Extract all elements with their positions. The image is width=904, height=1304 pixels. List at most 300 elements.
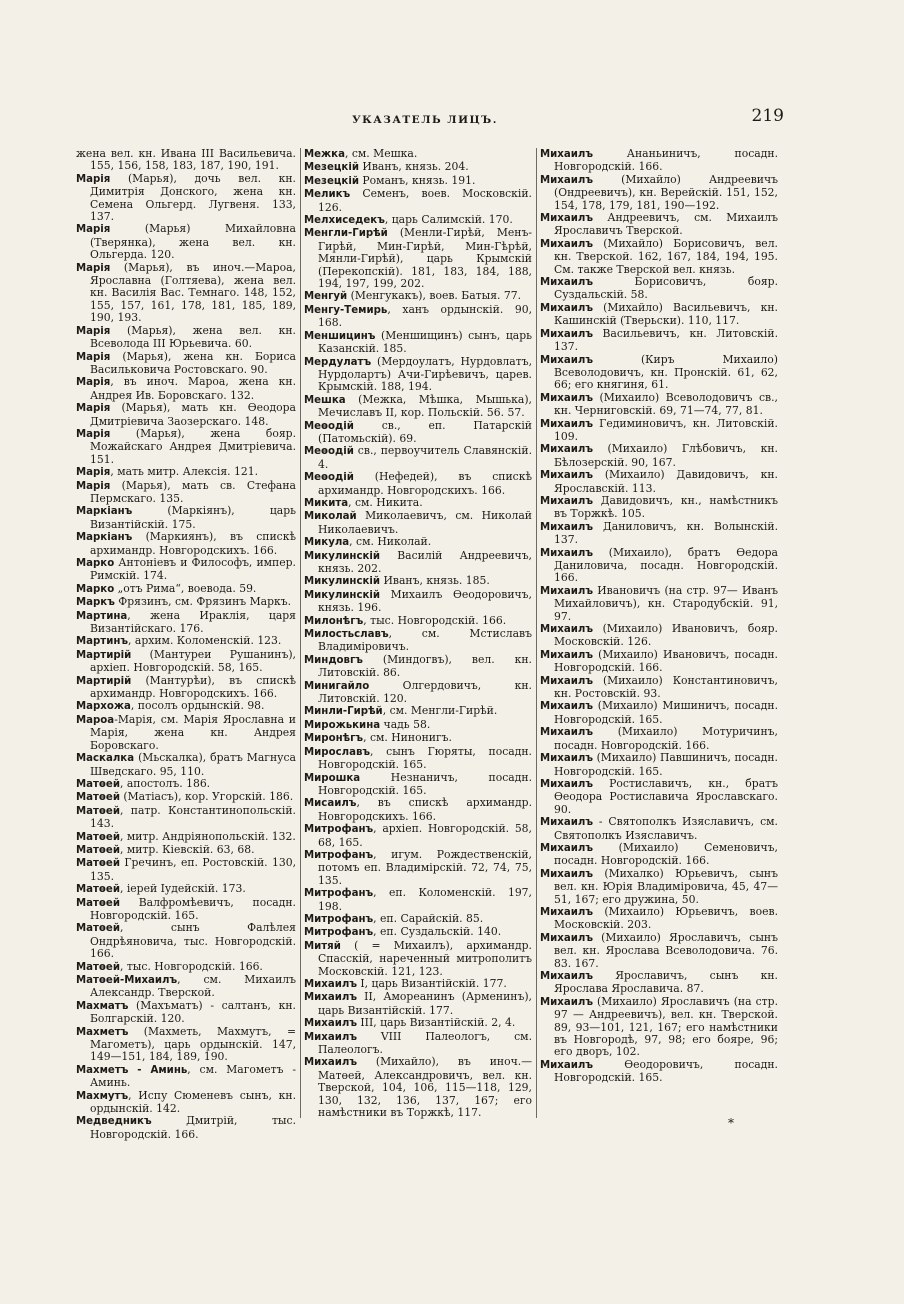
index-entry bbox=[76, 675, 296, 701]
entry-headword: Михаилъ bbox=[540, 495, 593, 507]
entry-headword: Матөей bbox=[76, 858, 120, 870]
entry-text: (Михаило) Ивановичъ, посадн. Новгородскій. 166. bbox=[554, 647, 778, 675]
entry-headword: Михаилъ bbox=[540, 585, 593, 597]
index-entry bbox=[304, 550, 532, 576]
index-entry bbox=[304, 330, 532, 356]
entry-text: Валфромѣевичъ, посадн. Новгородскій. 165. bbox=[90, 895, 296, 922]
entry-headword: Михаилъ bbox=[540, 328, 593, 340]
entry-headword: Митрофанъ bbox=[304, 849, 374, 861]
entry-text: , ханъ ордынскій. 90, 168. bbox=[318, 302, 532, 330]
entry-headword: Матөей bbox=[76, 805, 120, 817]
entry-text: , см. Менгли-Гирѣй. bbox=[382, 704, 498, 718]
index-entry bbox=[304, 356, 532, 394]
entry-headword: Мартинъ bbox=[76, 636, 129, 648]
entry-text: (Межка, Мѣшка, Мышька), Мечиславъ II, кор. Польскій. 56. 57. bbox=[318, 392, 532, 420]
entry-headword: Меөодій bbox=[304, 446, 354, 458]
entry-headword: Микула bbox=[304, 537, 350, 549]
entry-headword: Менгу-Темирь bbox=[304, 304, 388, 316]
entry-text: , жена Ираклія, царя Византійскаго. 176. bbox=[90, 608, 296, 636]
index-entry bbox=[76, 831, 296, 844]
entry-headword: Михаилъ bbox=[540, 547, 593, 559]
entry-headword: Маркіанъ bbox=[76, 532, 133, 544]
entry-headword: Микулинскій bbox=[304, 550, 381, 562]
index-entry bbox=[540, 932, 778, 970]
index-entry bbox=[304, 654, 532, 680]
index-entry bbox=[76, 857, 296, 883]
entry-text: (Мантуреи Рушанинъ), архіеп. Новгородскій. 58, 165. bbox=[90, 647, 296, 675]
entry-text: (Махъматъ) - салтанъ, кн. Болгарскій. 120. bbox=[90, 998, 296, 1026]
entry-text: (Михаило), братъ Өедора Даниловича, посадн. Новгородскій. 166. bbox=[554, 545, 778, 585]
entry-headword: Марія bbox=[76, 467, 111, 479]
entry-text: , архіеп. Новгородскій. 58, 68, 165. bbox=[318, 822, 532, 849]
entry-text: I, царь Византійскій. 177. bbox=[356, 977, 507, 990]
entry-text: , см. Нинонигъ. bbox=[363, 731, 452, 745]
entry-text: (Матіасъ), кор. Угорскій. 186. bbox=[119, 790, 294, 804]
index-entry bbox=[76, 428, 296, 466]
index-entry bbox=[76, 714, 296, 752]
entry-text: -Марія, см. Марія Ярославна и Марія, жена кн. Андрея Боровскаго. bbox=[90, 712, 296, 752]
entry-headword: Михаилъ bbox=[540, 392, 593, 404]
entry-text: (Михаило) Павшиничъ, посадн. Новгородскій. 165. bbox=[554, 751, 778, 778]
index-entry bbox=[304, 849, 532, 887]
running-title: УКАЗАТЕЛЬ ЛИЦЪ. bbox=[352, 114, 498, 126]
index-entry bbox=[304, 575, 532, 588]
entry-text: , митр. Кіевскій. 63, 68. bbox=[119, 842, 255, 856]
index-entry bbox=[76, 148, 296, 173]
entry-text: Романъ, князь. 191. bbox=[358, 173, 476, 187]
entry-headword: Менгли-Гирѣй bbox=[304, 228, 388, 240]
index-entry bbox=[304, 615, 532, 628]
entry-headword: Мердулатъ bbox=[304, 356, 372, 368]
entry-headword: Милостьславъ bbox=[304, 629, 389, 641]
entry-headword: Маскалка bbox=[76, 753, 135, 765]
entry-headword: Махметъ - Аминь bbox=[76, 1064, 188, 1076]
index-entry bbox=[540, 906, 778, 932]
entry-headword: Михаилъ bbox=[540, 470, 593, 482]
entry-headword: Михаилъ bbox=[540, 238, 593, 250]
entry-text: (Марья), жена вел. кн. Всеволода III Юрьевича. 60. bbox=[90, 323, 296, 351]
entry-headword: Мелхиседекъ bbox=[304, 215, 385, 227]
index-entry bbox=[540, 302, 778, 328]
entry-headword: Михаилъ bbox=[540, 213, 593, 225]
entry-text: , см. Мстиславъ Владиміровичъ. bbox=[318, 627, 532, 654]
entry-headword: Матөей bbox=[76, 844, 120, 856]
entry-headword: Митрофанъ bbox=[304, 913, 374, 925]
entry-text: (Менгукакъ), воев. Батыя. 77. bbox=[347, 289, 522, 303]
index-entry bbox=[540, 623, 778, 649]
index-entry bbox=[76, 402, 296, 428]
entry-headword: Матөей bbox=[76, 792, 120, 804]
index-entry bbox=[76, 700, 296, 713]
entry-text: ( = Михаилъ), архимандр. Спасскій, нареченный митрополитъ Московскій. 121, 123. bbox=[318, 938, 532, 978]
entry-text: (Махметь, Махмутъ, = Магометъ), царь ордынскій. 147, 149—151, 184, 189, 190. bbox=[90, 1024, 296, 1064]
index-entry bbox=[304, 926, 532, 939]
index-entry bbox=[540, 816, 778, 842]
entry-text: , сынъ Фалѣлея Ондрѣяновича, тыс. Новгородскій. 166. bbox=[90, 921, 296, 961]
entry-headword: Минли-Гирѣй bbox=[304, 706, 383, 718]
entry-text: , посолъ ордынскій. 98. bbox=[130, 699, 265, 713]
entry-text: , см. Мешка. bbox=[344, 148, 418, 160]
entry-text: Михаилъ Өеодоровичъ, князь. 196. bbox=[318, 587, 532, 615]
entry-headword: Мезецкій bbox=[304, 175, 359, 187]
page-number: 219 bbox=[751, 106, 784, 126]
entry-text: (Михаило) Ярославичъ (на стр. 97 — Андреевичъ), вел. кн. Тверской. 89, 93—101, 121, 167; его намѣстники въ Новгородѣ, 97, 98; его бояре, 96; его дворъ, 102. bbox=[554, 994, 778, 1059]
entry-headword: Михаилъ bbox=[304, 992, 357, 1004]
entry-headword: Марія bbox=[76, 403, 111, 415]
index-entry bbox=[76, 596, 296, 609]
index-entry bbox=[304, 913, 532, 926]
entry-text: , Испу Сюменевъ сынъ, кн. ордынскій. 142. bbox=[90, 1088, 296, 1116]
index-entry bbox=[304, 589, 532, 615]
entry-headword: Матөей bbox=[76, 961, 120, 973]
entry-text: , апостолъ. 186. bbox=[119, 776, 211, 790]
entry-text: (Миндогвъ), вел. кн. Литовскій. 86. bbox=[318, 652, 532, 680]
index-entry bbox=[76, 897, 296, 923]
index-entry bbox=[76, 922, 296, 960]
index-entry bbox=[540, 778, 778, 816]
entry-headword: Михаилъ bbox=[540, 932, 593, 944]
entry-headword: Михаилъ bbox=[540, 753, 593, 765]
entry-text: (Михаило) Ивановичъ, бояр. Московскій. 126. bbox=[554, 622, 778, 649]
entry-text: Антоніевъ и Философъ, импер. Римскій. 174. bbox=[90, 556, 296, 583]
entry-text: (Марья), жена кн. Бориса Васильковича Ростовскаго. 90. bbox=[90, 349, 296, 376]
index-entry bbox=[540, 842, 778, 868]
index-entry bbox=[540, 521, 778, 547]
entry-headword: Михаилъ bbox=[304, 1057, 357, 1069]
entry-text: Ивановичъ (на стр. 97— Иванъ Михайловичъ), кн. Стародубскій. 91, 97. bbox=[554, 583, 778, 623]
entry-headword: Михаилъ bbox=[540, 778, 593, 790]
index-entry bbox=[304, 732, 532, 745]
index-entry bbox=[76, 1115, 296, 1141]
entry-headword: Микулинскій bbox=[304, 589, 381, 601]
entry-text: , сынъ Гюряты, посадн. Новгородскій. 165. bbox=[318, 744, 532, 772]
entry-text: Өеодоровичъ, посадн. Новгородскій. 165. bbox=[554, 1057, 778, 1085]
index-entry bbox=[540, 418, 778, 444]
index-entry bbox=[540, 328, 778, 354]
index-entry bbox=[540, 752, 778, 778]
entry-text: Гедиминовичъ, кн. Литовскій. 109. bbox=[554, 416, 778, 443]
entry-text: (Михаило) Мишиничъ, посадн. Новгородскій. 165. bbox=[554, 699, 778, 726]
entry-headword: Марко bbox=[76, 558, 115, 569]
index-entry bbox=[76, 1026, 296, 1064]
entry-headword: Марія bbox=[76, 262, 111, 274]
entry-text: (Михаило) Ярославичъ, сынъ вел. кн. Ярослава Всеволодовича. 76. 83. 167. bbox=[554, 930, 778, 970]
entry-headword: Мароа bbox=[76, 714, 115, 726]
entry-headword: Марія bbox=[76, 428, 111, 440]
index-column-3 bbox=[540, 148, 778, 1278]
entry-headword: Мархожа bbox=[76, 701, 131, 713]
entry-headword: Марія bbox=[76, 377, 111, 389]
index-entry bbox=[76, 223, 296, 261]
entry-headword: Матөей bbox=[76, 923, 120, 935]
entry-text: Ростиславичъ, кн., братъ Өеодора Ростиславича Ярославскаго. 90. bbox=[554, 776, 778, 816]
entry-headword: Мезецкій bbox=[304, 162, 359, 174]
index-entry bbox=[76, 376, 296, 402]
index-entry bbox=[304, 188, 532, 214]
index-entry bbox=[76, 262, 296, 325]
entry-headword: Мисаилъ bbox=[304, 798, 357, 810]
entry-headword: Михаилъ bbox=[540, 701, 593, 713]
index-entry bbox=[76, 1090, 296, 1116]
entry-headword: Марія bbox=[76, 480, 111, 492]
index-entry bbox=[540, 238, 778, 276]
entry-headword: Михаилъ bbox=[540, 1059, 593, 1071]
entry-text: Ярославичъ, сынъ кн. Ярослава Ярославича. 87. bbox=[554, 969, 778, 996]
index-entry bbox=[540, 174, 778, 212]
entry-text: (Михайло) Васильевичъ, кн. Кашинскій (Тверьски). 110, 117. bbox=[554, 300, 778, 328]
entry-headword: Михаилъ bbox=[540, 302, 593, 314]
entry-text: (Марья), мать св. Стефана Пермскаго. 135. bbox=[90, 478, 296, 505]
entry-text: Ананьиничъ, посадн. Новгородскій. 166. bbox=[554, 148, 778, 174]
index-entry bbox=[76, 635, 296, 648]
entry-text: , см. Магометъ - Аминь. bbox=[90, 1062, 296, 1090]
entry-headword: Михаилъ bbox=[540, 444, 593, 456]
entry-text: чадь 58. bbox=[380, 717, 431, 731]
entry-text: (Михаило) Константиновичъ, кн. Ростовскій. 93. bbox=[554, 673, 778, 701]
entry-text: (Менли-Гирѣй, Менъ-Гирѣй, Мин-Гирѣй, Мин-Гѣрѣй, Мянли-Гирѣй), царь Крымскій (Перекопскій). 181, 183, 184, 188, 194, 197, 199, 202. bbox=[318, 226, 532, 291]
entry-text: (Михайло) Борисовичъ, вел. кн. Тверской. 162, 167, 184, 194, 195. См. также Тверской вел. князь. bbox=[554, 236, 778, 276]
index-entry bbox=[76, 531, 296, 557]
entry-text: Незнаничъ, посадн. Новгородскій. 165. bbox=[318, 770, 532, 797]
index-entry bbox=[76, 1064, 296, 1090]
index-entry bbox=[304, 887, 532, 913]
entry-headword: Миронѣгъ bbox=[304, 733, 364, 745]
entry-text: Миколаевичъ, см. Николай Николаевичъ. bbox=[318, 509, 532, 536]
entry-headword: Михаилъ bbox=[540, 521, 593, 533]
index-entry bbox=[76, 480, 296, 506]
entry-text: , см. Николай. bbox=[349, 535, 432, 549]
entry-headword: Мирожькина bbox=[304, 719, 381, 731]
entry-text: , тыс. Новгородскій. 166. bbox=[363, 613, 507, 627]
index-entry bbox=[304, 978, 532, 991]
index-entry bbox=[540, 585, 778, 623]
entry-headword: Михаилъ bbox=[540, 842, 593, 854]
index-entry bbox=[304, 227, 532, 290]
entry-text: (Михалко) Юрьевичъ, сынъ вел. кн. Юрія Владиміровича, 45, 47—51, 167; его дружина, 50. bbox=[554, 866, 778, 906]
index-entry bbox=[76, 466, 296, 479]
index-entry bbox=[304, 148, 532, 161]
entry-headword: Михаилъ bbox=[540, 971, 593, 982]
entry-text: св., еп. Патарскій (Патомьскій). 69. bbox=[318, 418, 532, 445]
entry-headword: Милонѣгъ bbox=[304, 615, 364, 627]
entry-headword: Маркъ bbox=[76, 597, 115, 609]
entry-text: (Мердоулатъ, Нурдовлатъ, Нурдолартъ) Ачи-Гирѣевичъ, царев. Крымскій. 188, 194. bbox=[318, 354, 532, 394]
index-entry bbox=[540, 970, 778, 996]
entry-headword: Митрофанъ bbox=[304, 824, 374, 836]
entry-text: II, Амореанинъ (Арменинъ), царь Византійскій. 177. bbox=[318, 990, 532, 1017]
index-entry bbox=[540, 392, 778, 418]
entry-text: св., первоучитель Славянскій. 4. bbox=[318, 444, 532, 471]
entry-headword: Михаилъ bbox=[540, 727, 593, 739]
index-entry bbox=[540, 276, 778, 302]
entry-headword: Михаилъ bbox=[304, 1018, 357, 1030]
index-entry bbox=[304, 214, 532, 227]
index-entry bbox=[540, 726, 778, 752]
entry-text: Иванъ, князь. 185. bbox=[380, 574, 490, 588]
entry-headword: Михаилъ bbox=[540, 624, 593, 636]
index-entry bbox=[76, 883, 296, 896]
index-entry bbox=[76, 649, 296, 675]
index-entry bbox=[540, 148, 778, 174]
entry-text: (Марья), мать кн. Өеодора Дмитріевича Заозерскаго. 148. bbox=[90, 401, 296, 428]
entry-text: Василій Андреевичъ, князь. 202. bbox=[318, 548, 532, 575]
index-entry bbox=[540, 495, 778, 521]
entry-headword: Матөей bbox=[76, 897, 120, 909]
entry-headword: Меншицинъ bbox=[304, 330, 376, 342]
entry-headword: Марія bbox=[76, 224, 111, 236]
entry-headword: Михаилъ bbox=[540, 868, 593, 880]
entry-text: Фрязинъ, см. Фрязинъ Маркъ. bbox=[114, 595, 292, 609]
entry-text: , еп. Суздальскій. 140. bbox=[373, 925, 502, 939]
entry-text: VIII Палеологъ, см. Палеологъ. bbox=[318, 1029, 532, 1057]
entry-headword: Михаилъ bbox=[540, 996, 593, 1008]
entry-text: жена вел. кн. Ивана III Васильевича. 155, 156, 158, 183, 187, 190, 191. bbox=[76, 148, 296, 173]
index-entry bbox=[304, 510, 532, 536]
entry-text: (Мантурѣи), въ спискѣ архимандр. Новгородскихъ. 166. bbox=[90, 673, 296, 701]
entry-text: Семенъ, воев. Московскій. 126. bbox=[318, 187, 532, 214]
entry-headword: Матөей-Михаилъ bbox=[76, 975, 178, 986]
entry-text: (Марья), въ иноч.—Мароа, Ярославна (Голтяева), жена вел. кн. Василія Вас. Темнаго. 148, 152, 155, 157, 161, 178, 181, 185, 189, 190, 193. bbox=[90, 260, 296, 325]
entry-text: , архим. Коломенскій. 123. bbox=[128, 634, 282, 648]
entry-text: (Михайло) Андреевичъ (Ондреевичъ), кн. Верейскій. 151, 152, 154, 178, 179, 181, 190—192. bbox=[554, 172, 778, 212]
entry-headword: Михаилъ bbox=[304, 1031, 357, 1043]
entry-text: (Михаило) Мотуричинъ, посадн. Новгородскій. 166. bbox=[554, 725, 778, 752]
entry-text: Даниловичъ, кн. Волынскій. 137. bbox=[554, 519, 778, 547]
entry-text: (Михаило) Глѣбовичъ, кн. Бѣлозерскій. 90, 167. bbox=[554, 442, 778, 469]
index-entry bbox=[304, 304, 532, 330]
index-entry bbox=[76, 1000, 296, 1026]
entry-headword: Мартирій bbox=[76, 675, 132, 687]
page-header bbox=[72, 104, 784, 144]
index-entry bbox=[304, 536, 532, 549]
entry-text: (Марья) Михайловна (Тверянка), жена вел. кн. Ольгерда. 120. bbox=[90, 222, 296, 262]
entry-headword: Михаилъ bbox=[304, 979, 357, 990]
index-entry bbox=[540, 212, 778, 238]
closing-asterisk: * bbox=[728, 1116, 734, 1130]
entry-text: (Марья), жена бояр. Можайскаго Андрея Дмитріевича. 151. bbox=[90, 426, 296, 466]
entry-text: , митр. Андріянопольскій. 132. bbox=[119, 829, 296, 843]
entry-headword: Мартирій bbox=[76, 649, 132, 661]
entry-text: Иванъ, князь. 204. bbox=[358, 160, 469, 174]
entry-text: (Нефедей), въ спискѣ архимандр. Новгородскихъ. 166. bbox=[318, 470, 532, 497]
entry-text: - Святополкъ Изяславичъ, см. Святополкъ Изяславичъ. bbox=[554, 815, 778, 842]
entry-headword: Михаилъ bbox=[540, 906, 593, 918]
entry-headword: Михаилъ bbox=[540, 675, 593, 687]
entry-text: (Маркіянъ), царь Византійскій. 175. bbox=[90, 504, 296, 531]
entry-text: „отъ Рима“, воевода. 59. bbox=[114, 581, 257, 595]
index-column-2 bbox=[304, 148, 532, 1278]
column-divider-1 bbox=[300, 148, 301, 1118]
entry-text: Борисовичъ, бояр. Суздальскій. 58. bbox=[554, 275, 778, 302]
entry-text: (Мьскалка), братъ Магнуса Шведскаго. 95, 110. bbox=[90, 751, 296, 778]
entry-headword: Миколай bbox=[304, 511, 357, 523]
entry-text: (Михаило) Юрьевичъ, воев. Московскій. 203. bbox=[554, 904, 778, 932]
entry-text: , въ спискѣ архимандр. Новгородскихъ. 166. bbox=[318, 796, 532, 823]
entry-headword: Меөодій bbox=[304, 420, 354, 432]
index-entry bbox=[540, 1059, 778, 1085]
index-entry bbox=[540, 547, 778, 585]
entry-headword: Матөей bbox=[76, 778, 120, 790]
index-entry bbox=[76, 961, 296, 974]
entry-text: (Михаило) Семеновичъ, посадн. Новгородскій. 166. bbox=[554, 840, 778, 868]
index-entry bbox=[76, 173, 296, 224]
entry-text: , патр. Константинопольскій. 143. bbox=[90, 803, 296, 831]
entry-text: Андреевичъ, см. Михаилъ Ярославичъ Тверской. bbox=[554, 211, 778, 238]
index-entry bbox=[76, 805, 296, 831]
index-entry bbox=[304, 1017, 532, 1030]
entry-text: , іерей Іудейскій. 173. bbox=[119, 882, 246, 896]
index-entry bbox=[304, 1056, 532, 1119]
index-entry bbox=[304, 628, 532, 654]
entry-headword: Маркіанъ bbox=[76, 506, 133, 518]
index-entry bbox=[540, 700, 778, 726]
index-entry bbox=[76, 844, 296, 857]
entry-headword: Менгуй bbox=[304, 291, 348, 303]
entry-headword: Михаилъ bbox=[540, 649, 593, 661]
index-entry bbox=[76, 505, 296, 531]
index-entry bbox=[304, 290, 532, 303]
index-entry bbox=[540, 443, 778, 469]
entry-text: , еп. Коломенскій. 197, 198. bbox=[318, 886, 532, 913]
entry-headword: Микулинскій bbox=[304, 576, 381, 588]
index-entry bbox=[76, 557, 296, 583]
entry-headword: Махмутъ bbox=[76, 1090, 129, 1102]
index-entry bbox=[304, 772, 532, 798]
index-entry bbox=[540, 354, 778, 392]
index-entry bbox=[304, 471, 532, 497]
entry-text: Гречинъ, еп. Ростовскій. 130, 135. bbox=[90, 856, 296, 883]
entry-headword: Марія bbox=[76, 173, 111, 185]
index-entry bbox=[304, 719, 532, 732]
index-entry bbox=[304, 161, 532, 174]
entry-headword: Митрофанъ bbox=[304, 927, 374, 939]
index-entry bbox=[76, 974, 296, 1000]
entry-text: (Михаило) Всеволодовичъ св., кн. Черниговскій. 69, 71—74, 77, 81. bbox=[554, 390, 778, 418]
entry-headword: Митяй bbox=[304, 940, 341, 952]
index-entry bbox=[76, 351, 296, 377]
index-entry bbox=[304, 394, 532, 420]
entry-headword: Мирославъ bbox=[304, 746, 371, 758]
entry-headword: Михаилъ bbox=[540, 817, 593, 829]
index-entry bbox=[540, 675, 778, 701]
index-entry bbox=[304, 497, 532, 510]
entry-headword: Микита bbox=[304, 497, 349, 509]
index-entry bbox=[540, 469, 778, 495]
entry-headword: Марко bbox=[76, 583, 115, 595]
entry-text: Олгердовичъ, кн. Литовскій. 120. bbox=[318, 678, 532, 706]
entry-text: Васильевичъ, кн. Литовскій. 137. bbox=[554, 326, 778, 354]
index-entry bbox=[304, 940, 532, 978]
index-entry bbox=[304, 823, 532, 849]
entry-text: , игум. Рождественскій, потомъ еп. Владимірскій. 72, 74, 75, 135. bbox=[318, 847, 532, 887]
index-entry bbox=[304, 175, 532, 188]
entry-headword: Меөодій bbox=[304, 472, 354, 484]
entry-headword: Михаилъ bbox=[540, 354, 593, 366]
entry-text: , еп. Сарайскій. 85. bbox=[373, 911, 484, 925]
entry-headword: Махметъ bbox=[76, 1026, 129, 1038]
entry-headword: Махматъ bbox=[76, 1000, 129, 1012]
index-entry bbox=[76, 752, 296, 778]
entry-headword: Межка bbox=[304, 149, 345, 160]
entry-text: (Михаило) Давидовичъ, кн. Ярославскій. 113. bbox=[554, 468, 778, 495]
index-entry bbox=[304, 1031, 532, 1057]
index-column-1 bbox=[76, 148, 296, 1278]
index-entry bbox=[304, 705, 532, 718]
entry-text: (Маркиянъ), въ спискѣ архимандр. Новгородскихъ. 166. bbox=[90, 530, 296, 557]
entry-headword: Мешка bbox=[304, 394, 346, 406]
entry-headword: Миндовгъ bbox=[304, 654, 363, 666]
entry-headword: Мирошка bbox=[304, 772, 361, 784]
